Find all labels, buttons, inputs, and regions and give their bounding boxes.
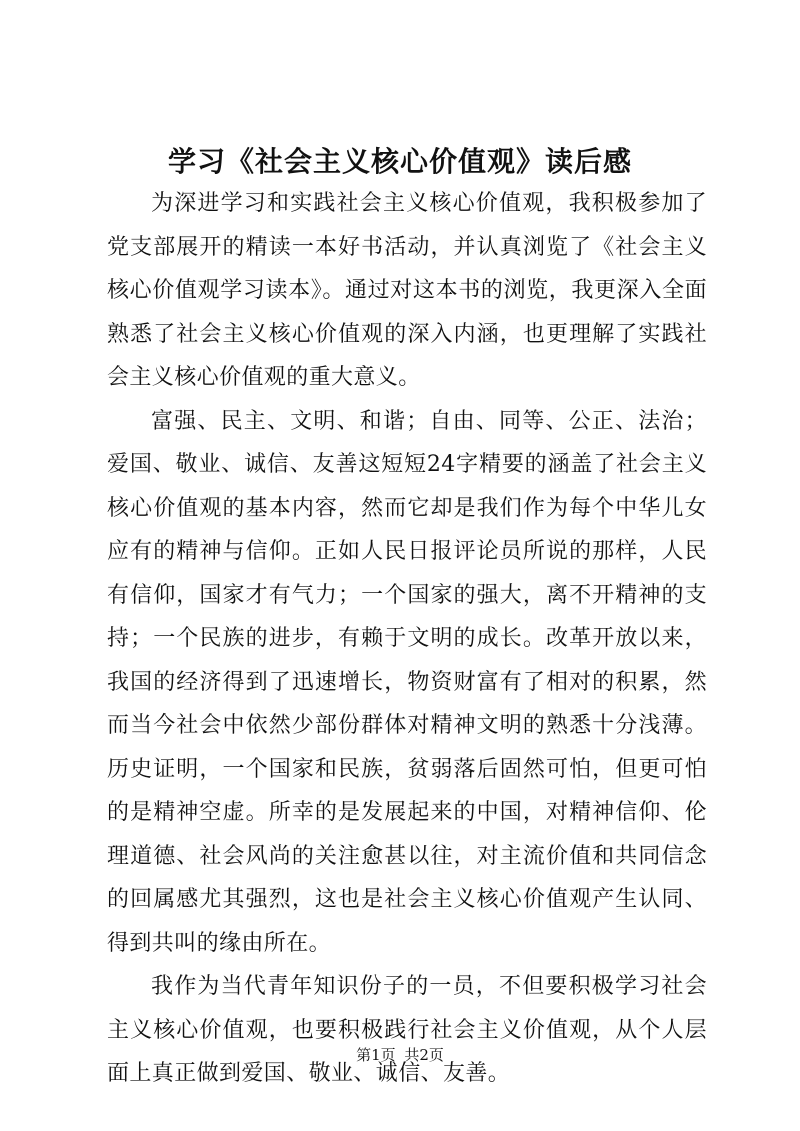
document-body (107, 182, 707, 1096)
paragraph-1: 为深进学习和实践社会主义核心价值观，我积极参加了党支部展开的精读一本好书活动，并认真浏览了《社会主义核心价值观学习读本》。通过对这本书的浏览，我更深入全面熟悉了社会主义核心价值观的深入内涵，也更理解了实践社会主义核心价值观的重大意义。 (107, 191, 707, 390)
paragraph-3: 我作为当代青年知识份子的一员，不但要积极学习社会主义核心价值观，也要积极践行社会主义价值观，从个人层面上真正做到爱国、敬业、诚信、友善。 (107, 974, 707, 1086)
document-title: 学习《社会主义核心价值观》读后感 (167, 145, 632, 178)
page-footer (0, 1045, 800, 1065)
page-total: 共2页 (404, 1046, 444, 1064)
page-number: 第1页 (356, 1046, 396, 1064)
paragraph-2: 富强、民主、文明、和谐；自由、同等、公正、法治；爱国、敬业、诚信、友善这短短24字精要的涵盖了社会主义核心价值观的基本内容，然而它却是我们作为每个中华儿女应有的精神与信仰。正如人民日报评论员所说的那样，人民有信仰，国家才有气力；一个国家的强大，离不开精神的支持；一个民族的进步，有赖于文明的成长。改革开放以来，我国的经济得到了迅速增长，物资财富有了相对的积累，然而当今社会中依然少部份群体对精神文明的熟悉十分浅薄。历史证明，一个国家和民族，贫弱落后固然可怕，但更可怕的是精神空虚。所幸的是发展起来的中国，对精神信仰、伦理道德、社会风尚的关注愈甚以往，对主流价值和共同信念的回属感尤其强烈，这也是社会主义核心价值观产生认同、得到共叫的缘由所在。 (107, 408, 707, 956)
